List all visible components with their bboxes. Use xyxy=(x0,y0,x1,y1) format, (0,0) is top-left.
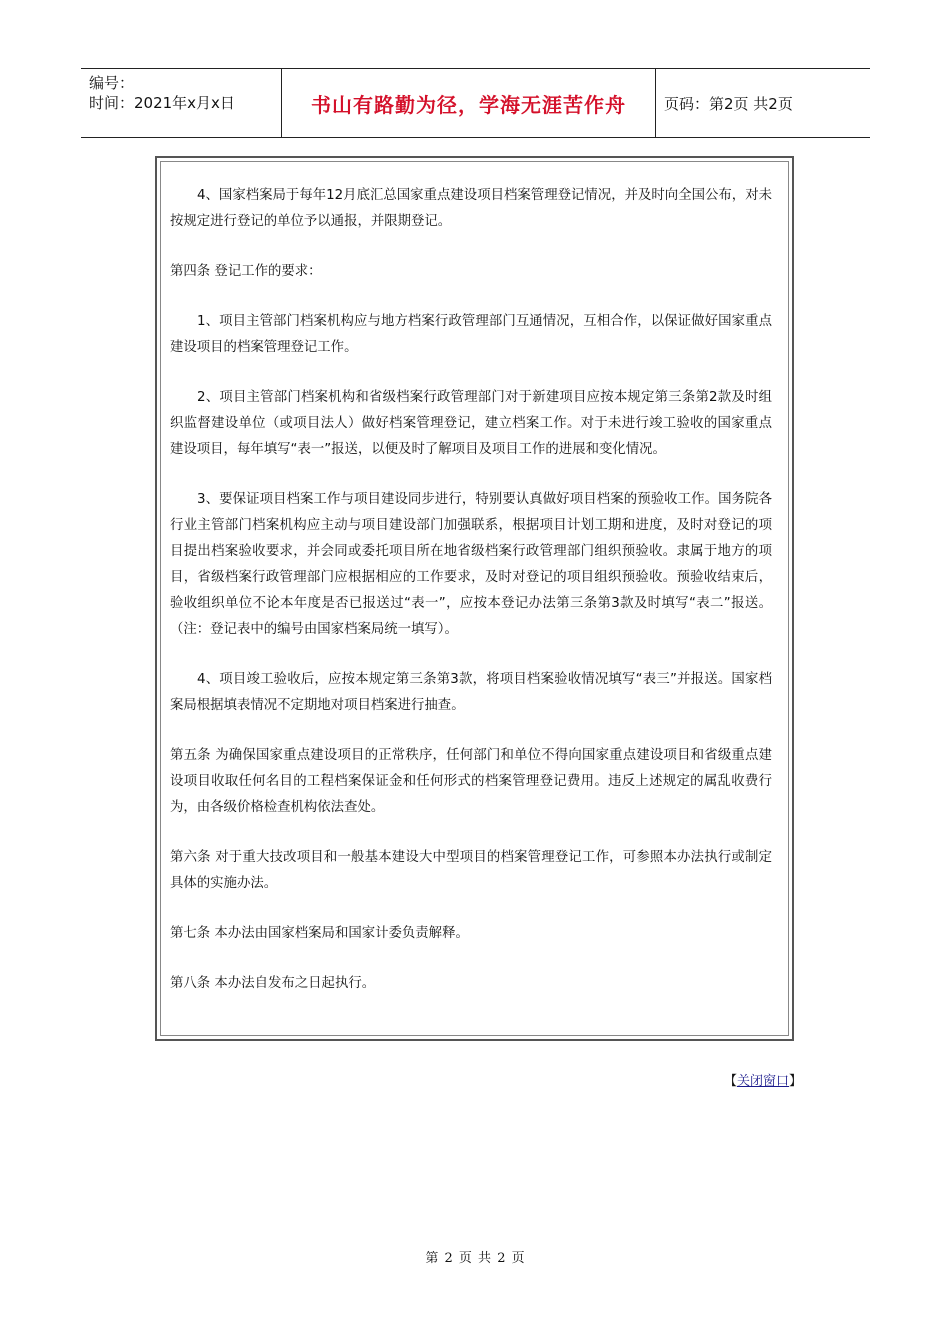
paragraph: 第八条 本办法自发布之日起执行。 xyxy=(170,976,376,991)
paragraph: 第七条 本办法由国家档案局和国家计委负责解释。 xyxy=(170,926,469,941)
article-body xyxy=(170,183,772,1021)
bracket-close: 】 xyxy=(788,1074,802,1089)
page-footer: 第 2 页 共 2 页 xyxy=(425,1251,525,1266)
header-meta xyxy=(81,69,282,137)
bracket-open: 【 xyxy=(723,1074,737,1089)
number-label: 编号： xyxy=(89,74,135,92)
close-window-link[interactable]: 关闭窗口 xyxy=(736,1074,789,1089)
paragraph: 4、项目竣工验收后，应按本规定第三条第3款，将项目档案验收情况填写“表三”并报送。国家档案局根据填表情况不定期地对项目档案进行抽查。 xyxy=(170,672,772,713)
page-header xyxy=(81,68,870,138)
paragraph: 3、要保证项目档案工作与项目建设同步进行，特别要认真做好项目档案的预验收工作。国务院各行业主管部门档案机构应主动与项目建设部门加强联系，根据项目计划工期和进度，及时对登记的项目提出档案验收要求，并会同或委托项目所在地省级档案行政管理部门组织预验收。隶属于地方的项目，省级档案行政管理部门应根据相应的工作要求，及时对登记的项目组织预验收。预验收结束后，验收组织单位不论本年度是否已报送过“表一”，应按本登记办法第三条第3款及时填写“表二”报送。（注：登记表中的编号由国家档案局统一填写）。 xyxy=(170,492,772,637)
paragraph: 4、国家档案局于每年12月底汇总国家重点建设项目档案管理登记情况，并及时向全国公布，对未按规定进行登记的单位予以通报，并限期登记。 xyxy=(170,188,772,229)
close-window xyxy=(724,1070,802,1089)
content-frame xyxy=(155,156,794,1041)
paragraph: 第四条 登记工作的要求： xyxy=(170,264,322,279)
time-label: 时间：2021年x月x日 xyxy=(89,94,235,112)
paragraph: 第五条 为确保国家重点建设项目的正常秩序，任何部门和单位不得向国家重点建设项目和省级重点建设项目收取任何名目的工程档案保证金和任何形式的档案管理登记费用。违反上述规定的属乱收费行为，由各级价格检查机构依法查处。 xyxy=(170,748,772,815)
motto: 书山有路勤为径，学海无涯苦作舟 xyxy=(282,69,656,137)
paragraph: 2、项目主管部门档案机构和省级档案行政管理部门对于新建项目应按本规定第三条第2款及时组织监督建设单位（或项目法人）做好档案管理登记，建立档案工作。对于未进行竣工验收的国家重点建设项目，每年填写“表一”报送，以便及时了解项目及项目工作的进展和变化情况。 xyxy=(170,390,772,457)
paragraph: 第六条 对于重大技改项目和一般基本建设大中型项目的档案管理登记工作，可参照本办法执行或制定具体的实施办法。 xyxy=(170,850,772,891)
page-label: 页码：第2页 共2页 xyxy=(664,94,793,113)
paragraph: 1、项目主管部门档案机构应与地方档案行政管理部门互通情况，互相合作，以保证做好国家重点建设项目的档案管理登记工作。 xyxy=(170,314,772,355)
